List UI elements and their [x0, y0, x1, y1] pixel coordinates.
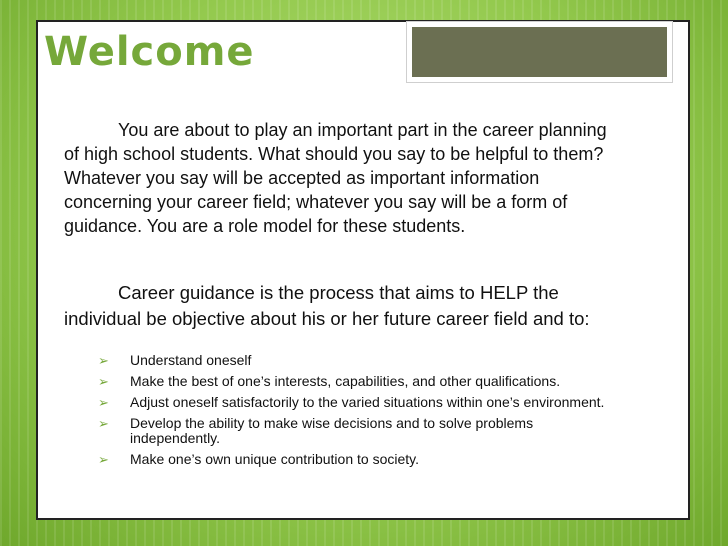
list-item [92, 416, 612, 446]
list-item [92, 374, 612, 389]
bullet-text: Develop the ability to make wise decisions and to solve problems independently. [130, 415, 534, 446]
bullet-text: Make one’s own unique contribution to society. [130, 451, 419, 467]
list-item [92, 395, 612, 410]
list-item [92, 452, 612, 467]
list-item [92, 353, 612, 368]
slide-title: Welcome [44, 29, 255, 75]
arrow-bullet-icon: ➢ [98, 452, 109, 467]
arrow-bullet-icon: ➢ [98, 353, 109, 368]
bullet-text: Adjust oneself satisfactorily to the varied situations within one’s environment. [130, 394, 605, 410]
bullet-text: Understand oneself [130, 352, 252, 368]
bullet-list [92, 353, 612, 473]
guidance-paragraph: Career guidance is the process that aims to HELP the individual be objective about his or her future career field and to: [64, 282, 590, 329]
arrow-bullet-icon: ➢ [98, 395, 109, 410]
arrow-bullet-icon: ➢ [98, 416, 109, 431]
intro-paragraph: You are about to play an important part in the career planning of high school students. What should you say to be helpful to them? Whatever you say will be accepted as important information concerning your career field; whatever you say will be a form of guidance. You are a role model for these students. [64, 120, 607, 236]
accent-block [407, 22, 672, 82]
bullet-text: Make the best of one’s interests, capabilities, and other qualifications. [130, 373, 561, 389]
arrow-bullet-icon: ➢ [98, 374, 109, 389]
